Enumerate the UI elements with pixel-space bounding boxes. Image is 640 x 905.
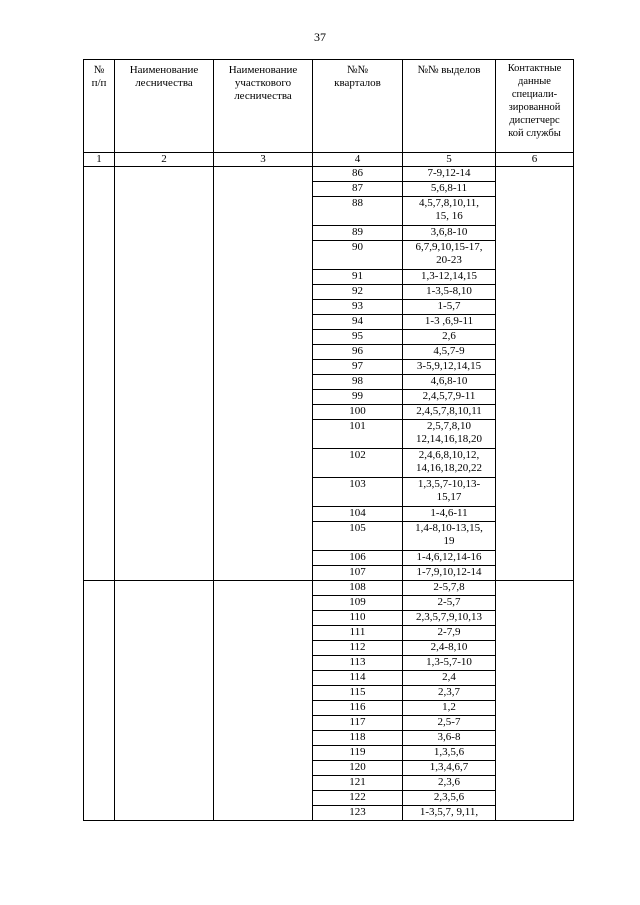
- plot-cell: 2,6: [403, 330, 496, 345]
- plot-cell: 6,7,9,10,15-17, 20-23: [403, 241, 496, 270]
- column-number: 3: [214, 153, 313, 167]
- header-col-1: № п/п: [84, 60, 115, 153]
- quarter-cell: 87: [313, 182, 403, 197]
- quarter-cell: 97: [313, 360, 403, 375]
- header-col-2: Наименование лесничества: [115, 60, 214, 153]
- header-col-4: №№ кварталов: [313, 60, 403, 153]
- header-col-6: Контактные данные специали- зированной диспетчерс кой службы: [496, 60, 574, 153]
- plot-cell: 2-7,9: [403, 626, 496, 641]
- group-district-cell: [214, 581, 313, 821]
- quarter-cell: 119: [313, 746, 403, 761]
- quarter-cell: 111: [313, 626, 403, 641]
- plot-cell: 3,6-8: [403, 731, 496, 746]
- quarter-cell: 116: [313, 701, 403, 716]
- quarter-cell: 86: [313, 167, 403, 182]
- plot-cell: 1,3,5,7-10,13- 15,17: [403, 478, 496, 507]
- quarter-cell: 113: [313, 656, 403, 671]
- plot-cell: 2,3,7: [403, 686, 496, 701]
- plot-cell: 2-5,7,8: [403, 581, 496, 596]
- column-number: 5: [403, 153, 496, 167]
- plot-cell: 4,6,8-10: [403, 375, 496, 390]
- plot-cell: 7-9,12-14: [403, 167, 496, 182]
- quarter-cell: 121: [313, 776, 403, 791]
- plot-cell: 1,3-5,7-10: [403, 656, 496, 671]
- table-header: [84, 60, 574, 167]
- column-number-row: [84, 153, 574, 167]
- quarter-cell: 112: [313, 641, 403, 656]
- group-num-cell: [84, 167, 115, 581]
- plot-cell: 2,5,7,8,10 12,14,16,18,20: [403, 420, 496, 449]
- group-num-cell: [84, 581, 115, 821]
- quarter-cell: 102: [313, 449, 403, 478]
- quarter-cell: 91: [313, 270, 403, 285]
- plot-cell: 1-4,6,12,14-16: [403, 551, 496, 566]
- quarter-cell: 104: [313, 507, 403, 522]
- column-number: 6: [496, 153, 574, 167]
- quarter-cell: 123: [313, 806, 403, 821]
- plot-cell: 3-5,9,12,14,15: [403, 360, 496, 375]
- quarter-cell: 109: [313, 596, 403, 611]
- plot-cell: 2,3,6: [403, 776, 496, 791]
- group-district-cell: [214, 167, 313, 581]
- plot-cell: 1-4,6-11: [403, 507, 496, 522]
- plot-cell: 1-7,9,10,12-14: [403, 566, 496, 581]
- plot-cell: 1,2: [403, 701, 496, 716]
- quarter-cell: 99: [313, 390, 403, 405]
- quarter-cell: 96: [313, 345, 403, 360]
- quarter-cell: 107: [313, 566, 403, 581]
- plot-cell: 5,6,8-11: [403, 182, 496, 197]
- plot-cell: 2,3,5,7,9,10,13: [403, 611, 496, 626]
- plot-cell: 1,3,5,6: [403, 746, 496, 761]
- quarter-cell: 106: [313, 551, 403, 566]
- header-col-3: Наименование участкового лесничества: [214, 60, 313, 153]
- table-row: [84, 167, 574, 182]
- column-number: 1: [84, 153, 115, 167]
- plot-cell: 1,3,4,6,7: [403, 761, 496, 776]
- quarter-cell: 117: [313, 716, 403, 731]
- quarter-cell: 120: [313, 761, 403, 776]
- quarter-cell: 103: [313, 478, 403, 507]
- plot-cell: 2,4,5,7,8,10,11: [403, 405, 496, 420]
- plot-cell: 1-5,7: [403, 300, 496, 315]
- quarter-cell: 105: [313, 522, 403, 551]
- plot-cell: 2,4,6,8,10,12, 14,16,18,20,22: [403, 449, 496, 478]
- plot-cell: 4,5,7-9: [403, 345, 496, 360]
- plot-cell: 2-5,7: [403, 596, 496, 611]
- plot-cell: 3,6,8-10: [403, 226, 496, 241]
- quarter-cell: 90: [313, 241, 403, 270]
- forestry-table: [83, 59, 574, 821]
- quarter-cell: 100: [313, 405, 403, 420]
- quarter-cell: 101: [313, 420, 403, 449]
- plot-cell: 1,3-12,14,15: [403, 270, 496, 285]
- quarter-cell: 89: [313, 226, 403, 241]
- plot-cell: 2,3,5,6: [403, 791, 496, 806]
- plot-cell: 2,4: [403, 671, 496, 686]
- quarter-cell: 114: [313, 671, 403, 686]
- header-col-5: №№ выделов: [403, 60, 496, 153]
- quarter-cell: 94: [313, 315, 403, 330]
- quarter-cell: 98: [313, 375, 403, 390]
- plot-cell: 1-3,5,7, 9,11,: [403, 806, 496, 821]
- group-contact-cell: [496, 581, 574, 821]
- quarter-cell: 108: [313, 581, 403, 596]
- group-forestry-cell: [115, 167, 214, 581]
- plot-cell: 2,4-8,10: [403, 641, 496, 656]
- quarter-cell: 92: [313, 285, 403, 300]
- column-number: 2: [115, 153, 214, 167]
- quarter-cell: 93: [313, 300, 403, 315]
- plot-cell: 1-3,5-8,10: [403, 285, 496, 300]
- quarter-cell: 122: [313, 791, 403, 806]
- plot-cell: 1,4-8,10-13,15, 19: [403, 522, 496, 551]
- table-body: [84, 167, 574, 821]
- quarter-cell: 95: [313, 330, 403, 345]
- page-number: 37: [314, 30, 326, 44]
- quarter-cell: 110: [313, 611, 403, 626]
- plot-cell: 2,4,5,7,9-11: [403, 390, 496, 405]
- quarter-cell: 115: [313, 686, 403, 701]
- quarter-cell: 88: [313, 197, 403, 226]
- plot-cell: 4,5,7,8,10,11, 15, 16: [403, 197, 496, 226]
- plot-cell: 2,5-7: [403, 716, 496, 731]
- plot-cell: 1-3 ,6,9-11: [403, 315, 496, 330]
- group-forestry-cell: [115, 581, 214, 821]
- group-contact-cell: [496, 167, 574, 581]
- table-row: [84, 581, 574, 596]
- column-number: 4: [313, 153, 403, 167]
- quarter-cell: 118: [313, 731, 403, 746]
